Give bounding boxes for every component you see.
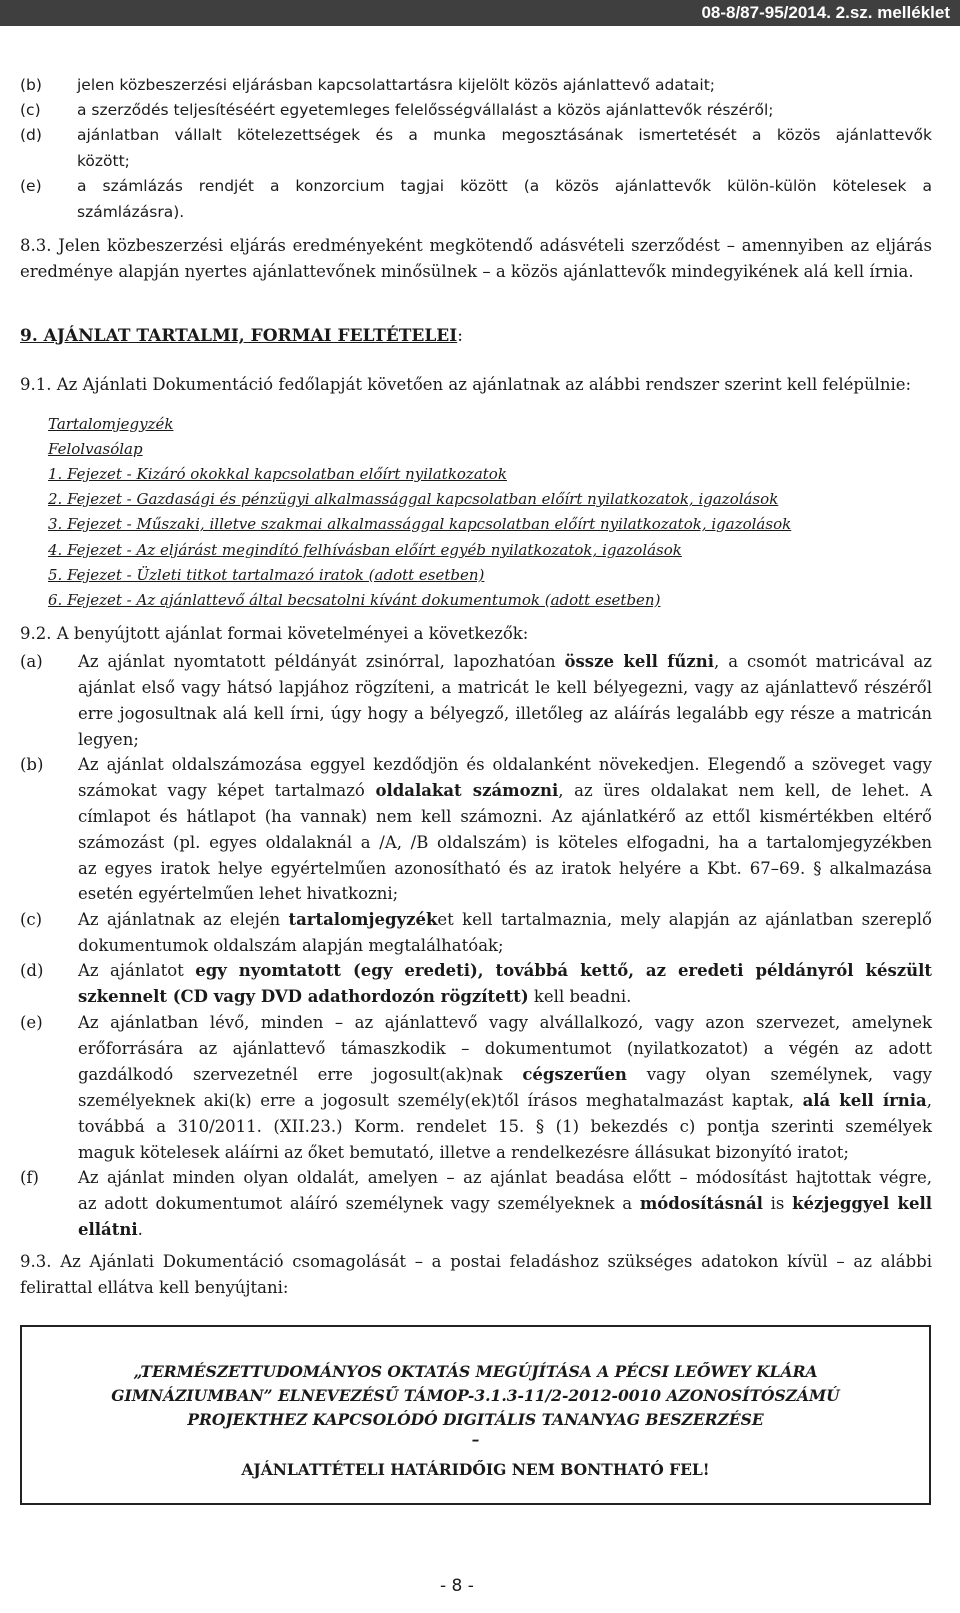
toc-item: 2. Fejezet - Gazdasági és pénzügyi alkalmassággal kapcsolatban előírt nyilatkozatok, igazolások [48, 490, 779, 508]
list-item-text: Az ajánlatban lévő, minden – az ajánlattevő vagy alvállalkozó, vagy azon szervezet, amelynek [78, 1013, 932, 1032]
list-item-label: (c) [20, 910, 43, 929]
list-item-text: jelen közbeszerzési eljárásban kapcsolattartásra kijelölt közös ajánlattevő adatait; [77, 76, 716, 94]
list-item-text: az egyes iratok helye egyértelműen azonosítható és az iratok helyére a Kbt. 67–69. § alkalmazása [78, 859, 932, 878]
list-item-label: (c) [20, 101, 41, 119]
package-label-line: GIMNÁZIUMBAN” ELNEVEZÉSŰ TÁMOP-3.1.3-11/2-2012-0010 AZONOSÍTÓSZÁMÚ [111, 1386, 840, 1405]
list-item-text: számlázásra). [77, 203, 185, 221]
list-item-text: az adott dokumentumot aláíró személynek vagy személyeknek a módosításnál is kézjeggyel kell [78, 1194, 933, 1213]
toc-item: 6. Fejezet - Az ajánlattevő által becsatolni kívánt dokumentumok (adott esetben) [48, 591, 661, 609]
list-item-label: (e) [20, 1013, 43, 1032]
list-item-text: Az ajánlat oldalszámozása eggyel kezdődjön és oldalanként növekedjen. Elegendő a szöveget vagy [78, 755, 932, 774]
list-item-label: (e) [20, 177, 42, 195]
list-item-text: Az ajánlat minden olyan oldalát, amelyen – az ajánlat beadása előtt – módosítást hajtottak végre, [78, 1168, 932, 1187]
list-item-text: számozást (pl. egyes oldalaknál a /A, /B oldalszám) is köteles elfogadni, ha a tartalomjegyzékben [78, 833, 932, 852]
list-item-text: gazdálkodó szervezetnél erre jogosult(ak)nak cégszerűen vagy olyan személynek, vagy [78, 1065, 932, 1084]
header-bar [0, 0, 960, 26]
section-9-colon: : [457, 326, 463, 346]
list-item-text: szkennelt (CD vagy DVD adathordozón rögzített) kell beadni. [78, 987, 632, 1006]
list-item-label: (a) [20, 652, 43, 671]
list-item-label: (b) [20, 76, 42, 94]
list-item-text: személyeknek aki(k) erre a jogosult személy(ek)től írásos meghatalmazást kaptak, alá kell írnia, [78, 1091, 932, 1110]
list-item-label: (d) [20, 126, 42, 144]
list-item-text: a számlázás rendjét a konzorcium tagjai között (a közös ajánlattevők külön-külön kötelesek a [77, 177, 932, 195]
list-item-text: dokumentumok oldalszám alapján megtalálhatóak; [78, 936, 504, 955]
list-item-text: címlapot és hátlapot (ha vannak) nem kell számozni. Az ajánlatkérő az ettől kismértékben eltérő [78, 807, 932, 826]
paragraph-9-1: 9.1. Az Ajánlati Dokumentáció fedőlapját követően az ajánlatnak az alábbi rendszer szerint kell felépülnie: [20, 375, 912, 394]
paragraph-8-3-line2: eredménye alapján nyertes ajánlattevőnek minősülnek – a közös ajánlattevők mindegyikének alá kell írnia. [20, 262, 914, 281]
list-item-text: legyen; [78, 730, 139, 749]
list-item-text: között; [77, 152, 130, 170]
list-item-text: ajánlatban vállalt kötelezettségek és a munka megosztásának ismertetését a közös ajánlattevők [77, 126, 932, 144]
list-item-text: esetén egyértelműen lehet hivatkozni; [78, 884, 399, 903]
list-item-text: erre jogosultnak alá kell írni, úgy hogy a bélyegző, illetőleg az aláírás legalább egy része a matricán [78, 704, 932, 723]
toc-item: 4. Fejezet - Az eljárást megindító felhívásban előírt egyéb nyilatkozatok, igazolások [48, 541, 682, 559]
list-item-label: (d) [20, 961, 44, 980]
list-item-text: erőforrására az ajánlattevő támaszkodik – dokumentumot (nyilatkozatot) a végén az adott [78, 1039, 932, 1058]
package-label-warning: AJÁNLATTÉTELI HATÁRIDŐIG NEM BONTHATÓ FEL! [241, 1460, 710, 1479]
toc-item: 1. Fejezet - Kizáró okokkal kapcsolatban előírt nyilatkozatok [48, 465, 507, 483]
toc-item: Felolvasólap [48, 440, 143, 458]
toc-item: 3. Fejezet - Műszaki, illetve szakmai alkalmassággal kapcsolatban előírt nyilatkozatok, igazolások [48, 515, 792, 533]
paragraph-8-3-line1: 8.3. Jelen közbeszerzési eljárás eredményeként megkötendő adásvételi szerződést – amennyiben az eljárás [20, 236, 932, 255]
section-9-title: 9. AJÁNLAT TARTALMI, FORMAI FELTÉTELEI [20, 326, 458, 346]
list-item-text: ajánlat első vagy hátsó lapjához rögzíteni, a matricát le kell bélyegezni, vagy az ajánlattevő részéről [78, 678, 932, 697]
section-9-heading [20, 326, 463, 346]
list-item-label: (f) [20, 1168, 39, 1187]
list-item-text: Az ajánlat nyomtatott példányát zsinórral, lapozhatóan össze kell fűzni, a csomót matricával az [78, 652, 932, 671]
list-item-text: továbbá a 310/2011. (XII.23.) Korm. rendelet 15. § (1) bekezdés c) pontja szerinti személyek [78, 1117, 932, 1136]
toc-item: Tartalomjegyzék [48, 415, 174, 433]
list-item-text: maguk kötelesek aláírni az őket bemutató, illetve a rendelkezésre állásukat bizonyító iratot; [78, 1143, 849, 1162]
list-item-text: ellátni. [78, 1220, 143, 1239]
list-item-label: (b) [20, 755, 44, 774]
package-label-line: „TERMÉSZETTUDOMÁNYOS OKTATÁS MEGÚJÍTÁSA A PÉCSI LEŐWEY KLÁRA [133, 1362, 818, 1381]
toc-item: 5. Fejezet - Üzleti titkot tartalmazó iratok (adott esetben) [48, 566, 485, 584]
paragraph-9-3-line1: 9.3. Az Ajánlati Dokumentáció csomagolását – a postai feladáshoz szükséges adatokon kívül – az alábbi [20, 1252, 932, 1271]
page-number: - 8 - [440, 1576, 474, 1596]
paragraph-9-2: 9.2. A benyújtott ajánlat formai követelményei a következők: [20, 624, 529, 643]
list-item-text: Az ajánlatnak az elején tartalomjegyzéket kell tartalmaznia, mely alapján az ajánlatban szereplő [78, 910, 932, 929]
list-item-text: Az ajánlatot egy nyomtatott (egy eredeti), továbbá kettő, az eredeti példányról készült [78, 961, 932, 980]
document-reference: 08-8/87-95/2014. 2.sz. melléklet [701, 3, 950, 22]
paragraph-9-3-line2: felirattal ellátva kell benyújtani: [20, 1278, 289, 1297]
list-item-text: a szerződés teljesítéséért egyetemleges felelősségvállalást a közös ajánlattevők részéről; [77, 101, 774, 119]
package-label-dash: – [471, 1430, 480, 1449]
list-item-text: számokat vagy képet tartalmazó oldalakat számozni, az üres oldalakat nem kell, de lehet. A [78, 781, 933, 800]
package-label-line: PROJEKTHEZ KAPCSOLÓDÓ DIGITÁLIS TANANYAG BESZERZÉSE [187, 1410, 764, 1429]
